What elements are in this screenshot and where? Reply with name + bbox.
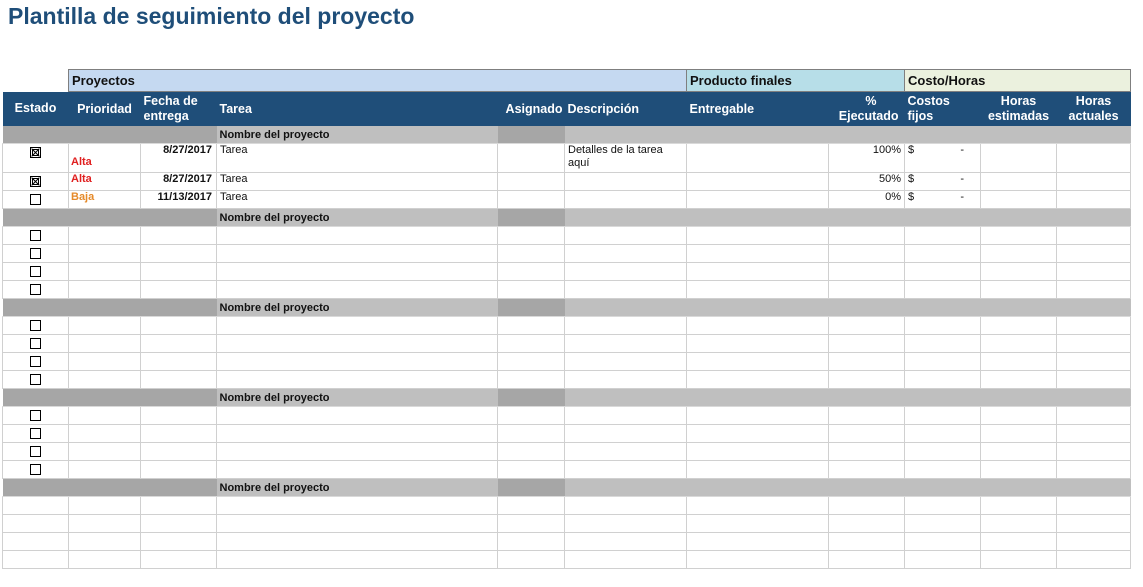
page-title: Plantilla de seguimiento del proyecto (8, 3, 415, 29)
table-row (3, 227, 1131, 245)
actual-hours-cell[interactable] (1057, 173, 1131, 191)
col-prioridad[interactable]: Prioridad (69, 92, 141, 127)
col-asignado[interactable]: Asignado (498, 92, 565, 127)
due-date-cell[interactable]: 8/27/2017 (141, 173, 217, 191)
project-name[interactable]: Nombre del proyecto (217, 209, 498, 227)
table-row (3, 461, 1131, 479)
unchecked-checkbox-icon[interactable] (30, 338, 41, 349)
tracking-sheet (2, 69, 1130, 569)
tracking-table (2, 69, 1131, 569)
table-row (3, 173, 1131, 191)
description-cell[interactable] (565, 173, 687, 191)
col-costos-fijos[interactable]: Costos fijos (905, 92, 981, 127)
project-row (3, 299, 1131, 317)
description-cell[interactable] (565, 191, 687, 209)
col-ejecutado[interactable]: % Ejecutado (829, 92, 905, 127)
column-header-row (3, 92, 1131, 127)
unchecked-checkbox-icon[interactable] (30, 266, 41, 277)
priority-label: Alta (71, 156, 92, 168)
table-row (3, 263, 1131, 281)
deliverable-cell[interactable] (687, 191, 829, 209)
unchecked-checkbox-icon[interactable] (30, 446, 41, 457)
task-cell[interactable]: Tarea (217, 144, 498, 173)
table-row (3, 515, 1131, 533)
estimated-hours-cell[interactable] (981, 173, 1057, 191)
table-row (3, 551, 1131, 569)
project-name[interactable]: Nombre del proyecto (217, 299, 498, 317)
task-cell[interactable]: Tarea (217, 191, 498, 209)
project-row (3, 209, 1131, 227)
percent-cell[interactable]: 0% (829, 191, 905, 209)
unchecked-checkbox-icon[interactable] (30, 464, 41, 475)
col-estado[interactable]: Estado (3, 92, 69, 127)
due-date-cell[interactable]: 11/13/2017 (141, 191, 217, 209)
col-tarea[interactable]: Tarea (217, 92, 498, 127)
table-row (3, 425, 1131, 443)
group-header-row (3, 70, 1131, 92)
col-horas-actuales[interactable]: Horas actuales (1057, 92, 1131, 127)
percent-cell[interactable]: 100% (829, 144, 905, 173)
deliverable-cell[interactable] (687, 173, 829, 191)
group-producto-finales[interactable]: Producto finales (687, 70, 905, 92)
table-row (3, 281, 1131, 299)
checked-checkbox-icon[interactable] (30, 147, 41, 158)
unchecked-checkbox-icon[interactable] (30, 230, 41, 241)
project-name[interactable]: Nombre del proyecto (217, 126, 498, 144)
project-row (3, 389, 1131, 407)
project-row (3, 479, 1131, 497)
table-row (3, 245, 1131, 263)
assigned-cell[interactable] (498, 144, 565, 173)
fixed-cost-cell[interactable]: $ - (905, 191, 981, 209)
unchecked-checkbox-icon[interactable] (30, 194, 41, 205)
estimated-hours-cell[interactable] (981, 191, 1057, 209)
table-row (3, 497, 1131, 515)
project-name[interactable]: Nombre del proyecto (217, 479, 498, 497)
table-row (3, 353, 1131, 371)
due-date-cell[interactable]: 8/27/2017 (141, 144, 217, 173)
unchecked-checkbox-icon[interactable] (30, 374, 41, 385)
table-row (3, 371, 1131, 389)
table-row (3, 533, 1131, 551)
table-row (3, 317, 1131, 335)
table-row (3, 407, 1131, 425)
assigned-cell[interactable] (498, 173, 565, 191)
group-costo-horas[interactable]: Costo/Horas (905, 70, 1131, 92)
col-fecha-entrega[interactable]: Fecha de entrega (141, 92, 217, 127)
col-entregable[interactable]: Entregable (687, 92, 829, 127)
project-name[interactable]: Nombre del proyecto (217, 389, 498, 407)
percent-cell[interactable]: 50% (829, 173, 905, 191)
estimated-hours-cell[interactable] (981, 144, 1057, 173)
table-row (3, 191, 1131, 209)
deliverable-cell[interactable] (687, 144, 829, 173)
group-proyectos[interactable]: Proyectos (69, 70, 687, 92)
table-row (3, 443, 1131, 461)
unchecked-checkbox-icon[interactable] (30, 356, 41, 367)
checked-checkbox-icon[interactable] (30, 176, 41, 187)
task-cell[interactable]: Tarea (217, 173, 498, 191)
table-row (3, 335, 1131, 353)
fixed-cost-cell[interactable]: $ - (905, 144, 981, 173)
col-horas-estimadas[interactable]: Horas estimadas (981, 92, 1057, 127)
unchecked-checkbox-icon[interactable] (30, 428, 41, 439)
priority-label: Baja (71, 191, 95, 203)
table-row (3, 144, 1131, 173)
project-row (3, 126, 1131, 144)
unchecked-checkbox-icon[interactable] (30, 284, 41, 295)
unchecked-checkbox-icon[interactable] (30, 320, 41, 331)
description-cell[interactable]: Detalles de la tarea aquí (565, 144, 687, 173)
unchecked-checkbox-icon[interactable] (30, 410, 41, 421)
priority-label: Alta (71, 173, 92, 185)
actual-hours-cell[interactable] (1057, 144, 1131, 173)
assigned-cell[interactable] (498, 191, 565, 209)
unchecked-checkbox-icon[interactable] (30, 248, 41, 259)
col-descripcion[interactable]: Descripción (565, 92, 687, 127)
fixed-cost-cell[interactable]: $ - (905, 173, 981, 191)
actual-hours-cell[interactable] (1057, 191, 1131, 209)
